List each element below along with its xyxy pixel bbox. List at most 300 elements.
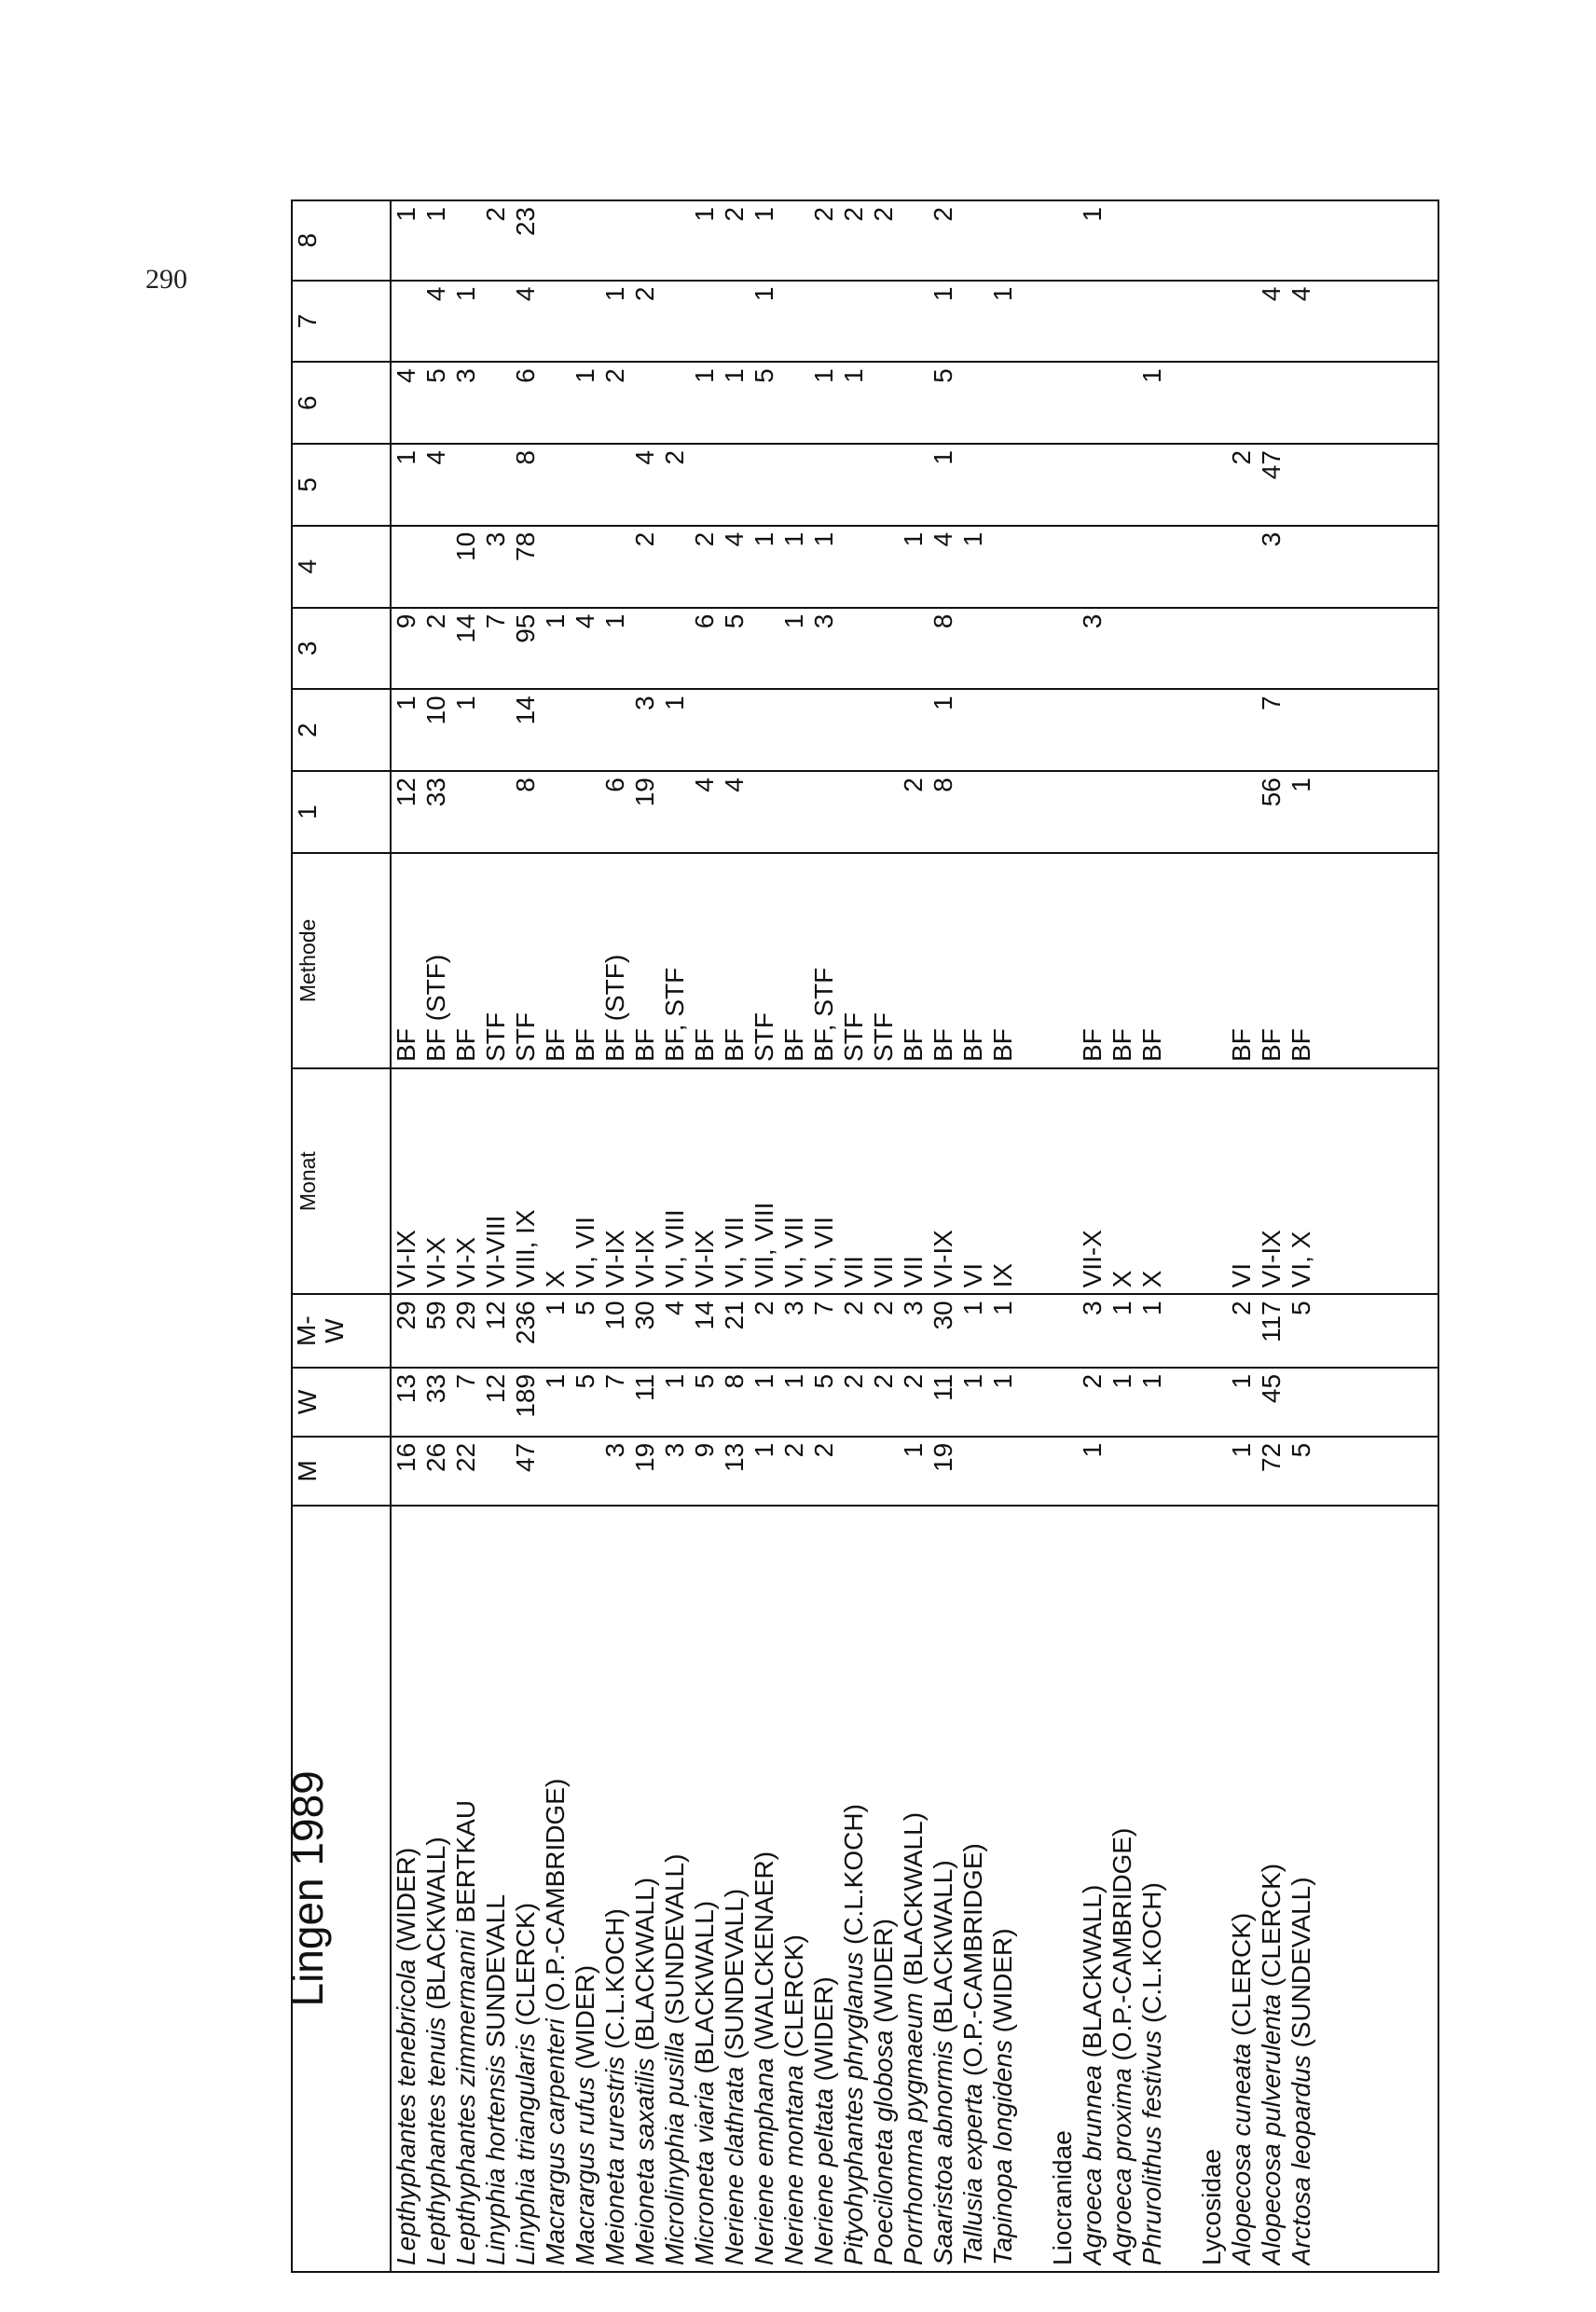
species-name: Lepthyphantes zimmermanni <box>451 1930 480 2265</box>
m-count <box>1048 1443 1078 1499</box>
site-3-count <box>1227 614 1257 683</box>
mw-total: 3 <box>779 1300 808 1315</box>
site-6-count <box>1167 368 1197 437</box>
site-5-count <box>988 450 1018 519</box>
method: STF <box>839 1012 868 1062</box>
site-3-count: 1 <box>600 613 629 629</box>
month-range: VI, VIII <box>660 1209 689 1288</box>
w-count: 5 <box>571 1373 599 1389</box>
species-name-line <box>899 1512 929 2265</box>
site-2-count <box>1048 695 1078 764</box>
mw-total: 1 <box>1108 1300 1136 1315</box>
month-range: VI-X <box>451 1236 480 1288</box>
site-7-count <box>1048 287 1078 356</box>
month-range <box>1048 1075 1078 1288</box>
site-5-count <box>690 450 720 519</box>
site-6-count <box>1048 368 1078 437</box>
m-count <box>571 1443 600 1499</box>
site-3-count <box>1108 614 1137 683</box>
month-range: VII <box>839 1256 868 1288</box>
site-2-count <box>600 695 630 764</box>
site-4-count <box>1227 532 1257 601</box>
w-count: 1 <box>779 1373 808 1389</box>
site-4-count: 2 <box>630 531 659 547</box>
site-3-count: 6 <box>690 613 719 629</box>
species-author: (WALCKENAER) <box>750 1851 778 2051</box>
site-1-count <box>1137 778 1167 846</box>
site-4-count: 10 <box>451 531 480 561</box>
site-6-count: 3 <box>451 368 480 383</box>
method: BF <box>899 1028 928 1062</box>
site-7-count <box>660 287 690 356</box>
site-8-count: 2 <box>720 207 749 222</box>
site-8-count: 1 <box>1078 207 1107 222</box>
species-column <box>391 1506 1438 2272</box>
site-2-count <box>988 695 1018 764</box>
header-methode: Methode <box>292 853 391 1068</box>
site-6-count: 4 <box>392 368 420 383</box>
species-author: (BLACKWALL) <box>690 1900 719 2074</box>
species-name: Poeciloneta globosa <box>869 2030 898 2265</box>
site-6-count <box>1018 368 1048 437</box>
site-6-count: 1 <box>720 368 749 383</box>
site-4-count <box>988 532 1018 601</box>
w-count: 2 <box>899 1373 928 1389</box>
mw-total: 2 <box>750 1300 778 1315</box>
site-1-count <box>571 778 600 846</box>
site-8-count <box>571 207 600 274</box>
site-8-column <box>391 200 1438 281</box>
site-2-count: 1 <box>451 695 480 710</box>
header-w: W <box>292 1368 391 1437</box>
month-range: VI, VII <box>809 1217 838 1288</box>
site-7-count <box>899 287 929 356</box>
m-count: 26 <box>421 1442 450 1472</box>
species-name: Linyphia triangularis <box>511 2032 540 2265</box>
site-8-count: 1 <box>750 207 778 222</box>
method: BF <box>988 1028 1017 1062</box>
site-5-count: 8 <box>511 450 540 465</box>
site-6-column <box>391 362 1438 444</box>
site-4-count: 78 <box>511 531 540 561</box>
m-count: 1 <box>1078 1442 1107 1458</box>
m-count: 22 <box>451 1442 480 1472</box>
mw-total: 1 <box>541 1300 570 1315</box>
site-3-count: 4 <box>571 613 599 629</box>
species-author: (CLERCK) <box>511 1902 540 2027</box>
m-count: 19 <box>630 1442 659 1472</box>
month-range: VI-IX <box>392 1230 420 1288</box>
site-4-count: 1 <box>750 531 778 547</box>
species-author: (SUNDEVALL) <box>720 1888 749 2059</box>
site-1-count: 56 <box>1257 778 1286 807</box>
site-2-count <box>1167 695 1197 764</box>
method: BF <box>1286 1028 1315 1062</box>
species-table <box>283 200 1439 2273</box>
site-8-count <box>1048 207 1078 274</box>
site-4-count: 1 <box>958 531 987 547</box>
site-6-count: 1 <box>1137 368 1166 383</box>
site-5-count: 1 <box>392 450 420 465</box>
site-6-count <box>541 368 571 437</box>
method: BF <box>630 1028 659 1062</box>
w-count: 2 <box>869 1373 898 1389</box>
site-8-count <box>899 207 929 274</box>
site-7-count <box>958 287 988 356</box>
m-count: 1 <box>899 1442 928 1458</box>
site-3-count: 14 <box>451 613 480 643</box>
species-author: (WIDER) <box>809 1976 838 2082</box>
site-4-count <box>839 532 869 601</box>
header-mw-top: M- <box>292 1315 321 1346</box>
site-5-count: 4 <box>630 450 659 465</box>
site-8-count: 2 <box>929 207 957 222</box>
site-2-count <box>720 695 750 764</box>
site-7-count <box>1137 287 1167 356</box>
site-2-count <box>869 695 899 764</box>
site-6-count <box>1257 368 1286 437</box>
site-1-count: 33 <box>421 778 450 807</box>
species-name-line <box>392 1512 421 2265</box>
site-2-count: 1 <box>929 695 957 710</box>
month-range: X <box>541 1270 570 1288</box>
site-2-count <box>571 695 600 764</box>
site-1-count <box>1167 778 1197 846</box>
site-7-count: 4 <box>1257 286 1286 302</box>
site-3-count: 95 <box>511 613 540 643</box>
site-7-count <box>779 287 809 356</box>
m-count <box>839 1443 869 1499</box>
site-6-count: 5 <box>929 368 957 383</box>
month-range: VI-IX <box>1257 1230 1286 1288</box>
month-range: VI, VII <box>571 1217 599 1288</box>
method: STF <box>869 1012 898 1062</box>
site-5-count <box>720 450 750 519</box>
species-name: Neriene emphana <box>750 2057 778 2265</box>
header-site-3: 3 <box>292 608 391 690</box>
site-5-count <box>750 450 779 519</box>
species-name-line <box>600 1512 630 2265</box>
site-4-count <box>1018 532 1048 601</box>
site-5-count <box>1048 450 1078 519</box>
site-7-count <box>1197 287 1227 356</box>
mw-total: 4 <box>660 1300 689 1315</box>
species-author: (WIDER) <box>571 1964 599 2070</box>
site-5-count <box>1078 450 1108 519</box>
site-4-count <box>660 532 690 601</box>
w-count: 1 <box>988 1373 1017 1389</box>
species-name: Tallusia experta <box>958 2083 987 2265</box>
species-author: (O.P.-CAMBRIDGE) <box>1108 1827 1136 2061</box>
site-4-count <box>600 532 630 601</box>
site-2-count <box>750 695 779 764</box>
site-5-count <box>1137 450 1167 519</box>
mw-total: 7 <box>809 1300 838 1315</box>
month-range: X <box>1137 1270 1166 1288</box>
family-heading: Liocranidae <box>1048 2130 1077 2265</box>
month-range: VI, VII <box>779 1217 808 1288</box>
header-site-2: 2 <box>292 689 391 771</box>
method: STF <box>511 1012 540 1062</box>
m-count: 2 <box>779 1442 808 1458</box>
m-count: 47 <box>511 1442 540 1472</box>
site-1-count <box>481 778 511 846</box>
method: BF <box>571 1028 599 1062</box>
site-3-count <box>958 614 988 683</box>
species-name-line <box>958 1512 988 2265</box>
header-monat: Monat <box>292 1068 391 1295</box>
species-name-line <box>720 1512 750 2265</box>
header-site-5: 5 <box>292 444 391 526</box>
site-1-count <box>1078 778 1108 846</box>
site-8-count: 1 <box>690 207 719 222</box>
site-5-count: 1 <box>929 450 957 465</box>
site-8-count: 2 <box>869 207 898 222</box>
site-1-count <box>1048 778 1078 846</box>
site-6-count: 6 <box>511 368 540 383</box>
site-4-count <box>541 532 571 601</box>
site-3-count <box>1286 614 1316 683</box>
month-range <box>1197 1075 1227 1288</box>
site-3-count: 8 <box>929 613 957 629</box>
w-count <box>1286 1374 1316 1430</box>
mw-total: 2 <box>1227 1300 1256 1315</box>
site-1-count <box>988 778 1018 846</box>
site-8-count <box>451 207 481 274</box>
month-range: VI, VII <box>720 1217 749 1288</box>
site-7-count <box>541 287 571 356</box>
species-author: (WIDER) <box>869 1919 898 2024</box>
species-name-line <box>839 1512 869 2265</box>
site-8-count <box>988 207 1018 274</box>
site-7-count: 1 <box>600 286 629 302</box>
site-8-count <box>1257 207 1286 274</box>
species-author: (O.P.-CAMBRIDGE) <box>541 1778 570 2012</box>
site-4-count <box>1048 532 1078 601</box>
m-count <box>1197 1443 1227 1499</box>
site-1-count <box>958 778 988 846</box>
m-count: 3 <box>600 1442 629 1458</box>
species-author: SUNDEVALL <box>481 1894 510 2048</box>
site-2-count <box>1286 695 1316 764</box>
rotated-table-frame <box>283 200 1439 2273</box>
site-8-count: 2 <box>809 207 838 222</box>
month-range: VI-VIII <box>481 1215 510 1288</box>
month-range: VI-IX <box>690 1230 719 1288</box>
site-1-count <box>750 778 779 846</box>
site-5-count <box>541 450 571 519</box>
site-4-count: 3 <box>481 531 510 547</box>
site-6-count: 2 <box>600 368 629 383</box>
site-4-count <box>421 532 451 601</box>
site-3-count: 1 <box>779 613 808 629</box>
month-range: VII-X <box>1078 1230 1107 1288</box>
site-6-count: 1 <box>809 368 838 383</box>
site-5-count <box>1018 450 1048 519</box>
method: BF <box>451 1028 480 1062</box>
mw-column <box>391 1294 1438 1368</box>
w-count: 12 <box>481 1373 510 1404</box>
mw-total <box>1048 1300 1078 1361</box>
site-5-count <box>600 450 630 519</box>
site-2-count: 3 <box>630 695 659 710</box>
mw-total: 12 <box>481 1300 510 1330</box>
site-3-count <box>630 614 660 683</box>
site-1-count: 4 <box>720 778 749 792</box>
w-count: 5 <box>690 1373 719 1389</box>
method: BF <box>779 1028 808 1062</box>
site-1-count: 19 <box>630 778 659 807</box>
m-count <box>481 1443 511 1499</box>
site-1-count: 8 <box>511 778 540 792</box>
site-1-count <box>809 778 839 846</box>
species-name: Neriene clathrata <box>720 2066 749 2265</box>
w-count: 11 <box>630 1373 659 1401</box>
w-count: 7 <box>451 1373 480 1389</box>
site-5-count <box>839 450 869 519</box>
mw-total: 2 <box>839 1300 868 1315</box>
site-5-count <box>451 450 481 519</box>
site-1-count <box>779 778 809 846</box>
species-name: Meioneta saxatilis <box>630 2057 659 2265</box>
site-6-count <box>1197 368 1227 437</box>
m-count <box>1108 1443 1137 1499</box>
site-8-count <box>1018 207 1048 274</box>
w-count: 1 <box>958 1373 987 1389</box>
site-7-count: 4 <box>511 286 540 302</box>
header-m: M <box>292 1437 391 1506</box>
species-author: (WIDER) <box>392 1847 420 1952</box>
site-1-count <box>1108 778 1137 846</box>
header-site-4: 4 <box>292 526 391 608</box>
species-name: Neriene peltata <box>809 2088 838 2265</box>
m-count <box>541 1443 571 1499</box>
site-5-count <box>1197 450 1227 519</box>
site-6-count <box>899 368 929 437</box>
site-7-count <box>869 287 899 356</box>
site-8-count <box>958 207 988 274</box>
site-4-column <box>391 526 1438 608</box>
method: BF <box>1227 1028 1256 1062</box>
mw-total <box>1167 1300 1197 1361</box>
species-name-line <box>1018 1512 1048 2265</box>
species-name: Porrhomma pygmaeum <box>899 1992 928 2265</box>
species-name: Linyphia hortensis <box>481 2055 510 2265</box>
m-count: 1 <box>750 1442 778 1458</box>
site-2-count <box>1108 695 1137 764</box>
method: BF, STF <box>809 967 838 1062</box>
mw-total: 1 <box>1137 1300 1166 1315</box>
site-7-count <box>690 287 720 356</box>
header-site-8: 8 <box>292 200 391 281</box>
site-7-count: 2 <box>630 286 659 302</box>
site-4-count <box>1137 532 1167 601</box>
month-range: VIII, IX <box>511 1209 540 1288</box>
mw-total: 2 <box>869 1300 898 1315</box>
site-8-count: 2 <box>839 207 868 222</box>
w-count: 1 <box>541 1373 570 1389</box>
site-7-count <box>1167 287 1197 356</box>
species-name: Lepthyphantes tenebricola <box>392 1959 420 2265</box>
w-count <box>1167 1374 1197 1430</box>
site-3-count: 7 <box>481 613 510 629</box>
species-author: (O.P.-CAMBRIDGE) <box>958 1843 987 2077</box>
site-4-count <box>571 532 600 601</box>
table-title: Lingen 1989 <box>292 1506 391 2272</box>
mw-total: 3 <box>899 1300 928 1315</box>
month-range: VI <box>1227 1262 1256 1288</box>
site-3-count: 1 <box>541 613 570 629</box>
species-name-line <box>750 1512 779 2265</box>
site-3-count <box>1048 614 1078 683</box>
month-range: VI-IX <box>600 1230 629 1288</box>
site-7-count <box>1108 287 1137 356</box>
species-name-line <box>929 1512 958 2265</box>
site-5-count <box>958 450 988 519</box>
m-count: 3 <box>660 1442 689 1458</box>
species-author: (C.L.KOCH) <box>1137 1882 1166 2024</box>
site-5-count <box>1167 450 1197 519</box>
site-2-count <box>1018 695 1048 764</box>
site-1-count <box>1227 778 1257 846</box>
method: BF <box>929 1028 957 1062</box>
site-1-count <box>451 778 481 846</box>
site-2-count <box>809 695 839 764</box>
site-5-count: 2 <box>660 450 689 465</box>
month-range: VII <box>869 1256 898 1288</box>
w-count: 2 <box>1078 1373 1107 1389</box>
header-row <box>292 200 391 2272</box>
site-5-column <box>391 444 1438 526</box>
site-6-count <box>1227 368 1257 437</box>
m-count <box>958 1443 988 1499</box>
site-2-count: 1 <box>660 695 689 710</box>
species-name-line <box>690 1512 720 2265</box>
w-count: 13 <box>392 1373 420 1404</box>
mw-total: 236 <box>511 1300 540 1345</box>
method <box>1048 860 1078 1062</box>
site-4-count <box>392 532 421 601</box>
month-range: VI, X <box>1286 1231 1315 1288</box>
species-name: Macrargus rufus <box>571 2076 599 2265</box>
mw-total: 30 <box>929 1300 957 1330</box>
site-8-count <box>1137 207 1167 274</box>
species-author: (BLACKWALL) <box>630 1877 659 2051</box>
methode-column <box>391 853 1438 1068</box>
site-6-count <box>660 368 690 437</box>
species-name: Microlinyphia pusilla <box>660 2031 689 2265</box>
site-8-count <box>1197 207 1227 274</box>
method: BF <box>690 1028 719 1062</box>
site-4-count <box>869 532 899 601</box>
site-8-count <box>779 207 809 274</box>
site-3-count: 3 <box>1078 613 1107 629</box>
species-name: Agroeca brunnea <box>1078 2065 1107 2265</box>
mw-total <box>1018 1300 1048 1361</box>
method: BF, STF <box>660 967 689 1062</box>
species-author: (CLERCK) <box>779 1934 808 2058</box>
site-6-count <box>869 368 899 437</box>
family-heading: Lycosidae <box>1197 2148 1226 2265</box>
species-name-line <box>630 1512 660 2265</box>
site-4-count: 4 <box>929 531 957 547</box>
site-2-count <box>958 695 988 764</box>
w-count: 1 <box>1137 1373 1166 1389</box>
species-name: Pityohyphantes phryglanus <box>839 1951 868 2265</box>
m-count: 5 <box>1286 1442 1315 1458</box>
site-5-count <box>809 450 839 519</box>
site-3-count <box>988 614 1018 683</box>
